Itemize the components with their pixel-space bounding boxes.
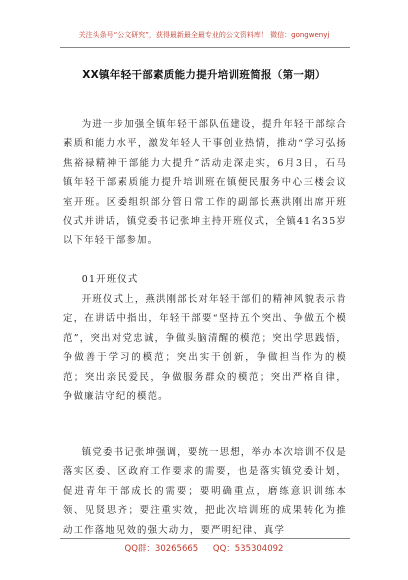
- paragraph-1-text: 为进一步加强全镇年轻干部队伍建设，提升年轻干部综合素质和能力水平，激发年轻人干事创业热情，推动“学习弘扬焦裕禄精神干部能力大提升”活动走深走实，6月3日，石马镇年轻干部素质能力提升培训班在镇便民服务中心三楼会议室开班。区委组织部分管日常工作的副部长燕洪刚出席开班仪式并讲话，镇党委书记张坤主持开班仪式，全镇41名35岁以下年轻干部参加。: [63, 119, 347, 247]
- section-heading-text: 01开班仪式: [81, 274, 139, 285]
- paragraph-opening: [63, 290, 347, 406]
- footer-qq: QQ：535304092: [212, 544, 284, 554]
- footer-divider: [60, 538, 350, 539]
- paragraph-secretary: [63, 443, 347, 540]
- paragraph-3-text: 镇党委书记张坤强调，要统一思想，举办本次培训不仅是落实区委、区政府工作要求的需要，也是落实镇党委计划，促进青年干部成长的需要；要明确重点，磨练意识训练本领、见贤思齐；要注重实效，把此次培训班的成果转化为推动工作落地见效的强大动力，要严明纪律、真学: [63, 447, 347, 536]
- footer-contact: [0, 542, 408, 554]
- header-promo: 关注头条号“公文研究”，获得最新最全最专业的公文资料库！ 微信：gongwenyj: [78, 31, 330, 39]
- footer-qq-group: QQ群：30265665: [124, 544, 199, 554]
- paragraph-2-text: 开班仪式上，燕洪刚部长对年轻干部们的精神风貌表示肯定，在讲话中指出，年轻干部要“坚持五个突出、争做五个模范”，突出对党忠诚，争做头脑清醒的模范；突出学思践悟，争做善于学习的模范；突出实干创新，争做担当作为的模范；突出亲民爱民，争做服务群众的模范；突出严格自律，争做廉洁守纪的模范。: [63, 294, 347, 403]
- paragraph-intro: [63, 115, 347, 251]
- section-heading: [63, 270, 347, 289]
- document-title: XX镇年轻干部素质能力提升培训班简报（第一期）: [82, 69, 326, 81]
- header-divider: [60, 47, 350, 48]
